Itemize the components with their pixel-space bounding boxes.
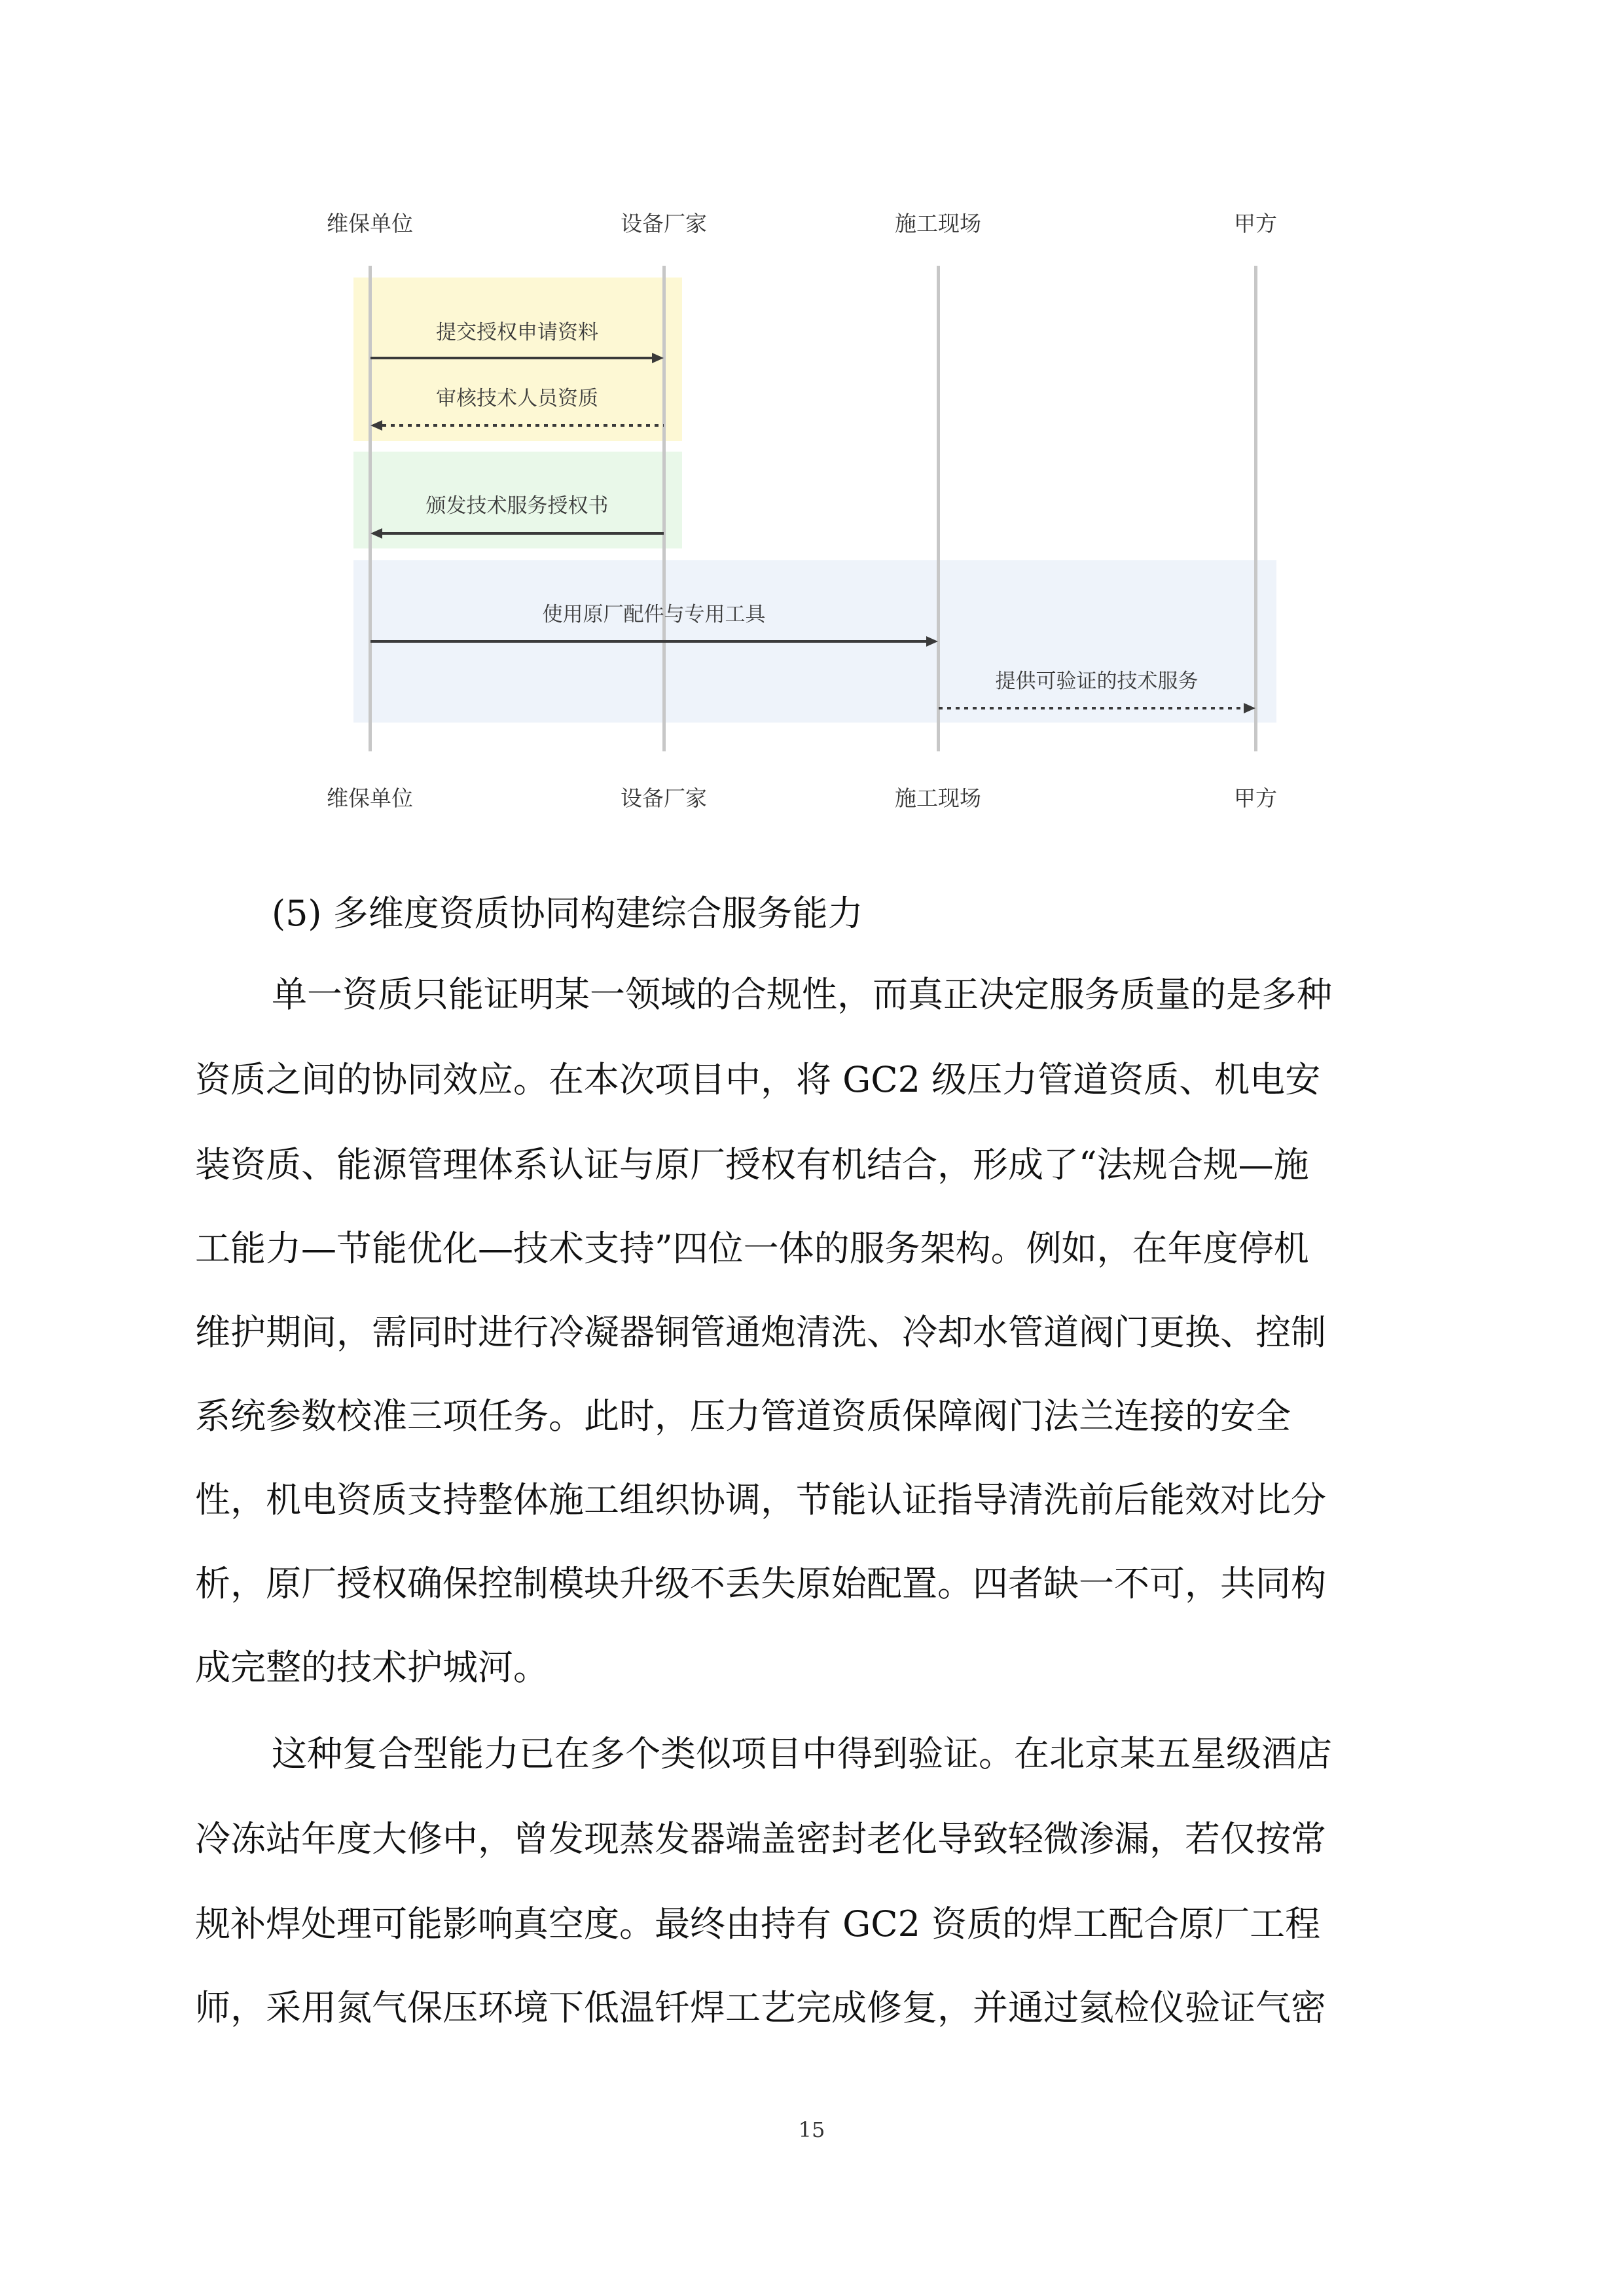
sequence-diagram <box>0 0 1624 851</box>
paragraph-line: 这种复合型能力已在多个类似项目中得到验证。在北京某五星级酒店 <box>272 1733 1332 1774</box>
arrowhead <box>370 420 382 431</box>
paragraph-line: 维护期间，需同时进行冷凝器铜管通炮清洗、冷却水管道阀门更换、控制 <box>195 1312 1326 1353</box>
paragraph-line: 规补焊处理可能影响真空度。最终由持有 GC2 资质的焊工配合原厂工程 <box>195 1903 1321 1945</box>
participant-label-bottom: 施工现场 <box>895 785 981 811</box>
participant-label-bottom: 甲方 <box>1234 785 1277 811</box>
participant-label-top: 施工现场 <box>895 211 981 236</box>
arrowhead <box>926 636 938 647</box>
participant-label-bottom: 设备厂家 <box>621 785 707 811</box>
message-label: 颁发技术服务授权书 <box>425 494 609 518</box>
participant-label-top: 设备厂家 <box>621 211 707 236</box>
message-label: 提供可验证的技术服务 <box>995 670 1199 693</box>
message-label: 使用原厂配件与专用工具 <box>542 603 766 626</box>
arrowhead <box>652 353 664 363</box>
participant-label-bottom: 维保单位 <box>327 785 413 811</box>
arrowhead <box>370 528 382 539</box>
paragraph-line: 工能力—节能优化—技术支持”四位一体的服务架构。例如，在年度停机 <box>195 1228 1309 1269</box>
message-label: 审核技术人员资质 <box>436 387 598 410</box>
paragraph-line: 单一资质只能证明某一领域的合规性，而真正决定服务质量的是多种 <box>272 974 1332 1015</box>
page-number: 15 <box>798 2117 825 2142</box>
arrowhead <box>1244 703 1255 713</box>
participant-label-top: 维保单位 <box>327 211 413 236</box>
paragraph-line: 系统参数校准三项任务。此时，压力管道资质保障阀门法兰连接的安全 <box>195 1395 1291 1437</box>
paragraph-line: 师，采用氮气保压环境下低温钎焊工艺完成修复，并通过氦检仪验证气密 <box>195 1987 1326 2028</box>
section-heading: (5) 多维度资质协同构建综合服务能力 <box>272 893 863 934</box>
paragraph-line: 冷冻站年度大修中，曾发现蒸发器端盖密封老化导致轻微渗漏，若仅按常 <box>195 1818 1326 1859</box>
participant-label-top: 甲方 <box>1234 211 1277 236</box>
paragraph-line: 装资质、能源管理体系认证与原厂授权有机结合，形成了“法规合规—施 <box>195 1144 1309 1185</box>
paragraph-line: 性，机电资质支持整体施工组织协调，节能认证指导清洗前后能效对比分 <box>195 1479 1326 1520</box>
paragraph-line: 析，原厂授权确保控制模块升级不丢失原始配置。四者缺一不可，共同构 <box>195 1563 1326 1604</box>
message-label: 提交授权申请资料 <box>436 321 598 344</box>
message-arrows <box>0 0 1624 851</box>
paragraph-line: 资质之间的协同效应。在本次项目中，将 GC2 级压力管道资质、机电安 <box>195 1059 1321 1100</box>
paragraph-line: 成完整的技术护城河。 <box>195 1647 549 1688</box>
